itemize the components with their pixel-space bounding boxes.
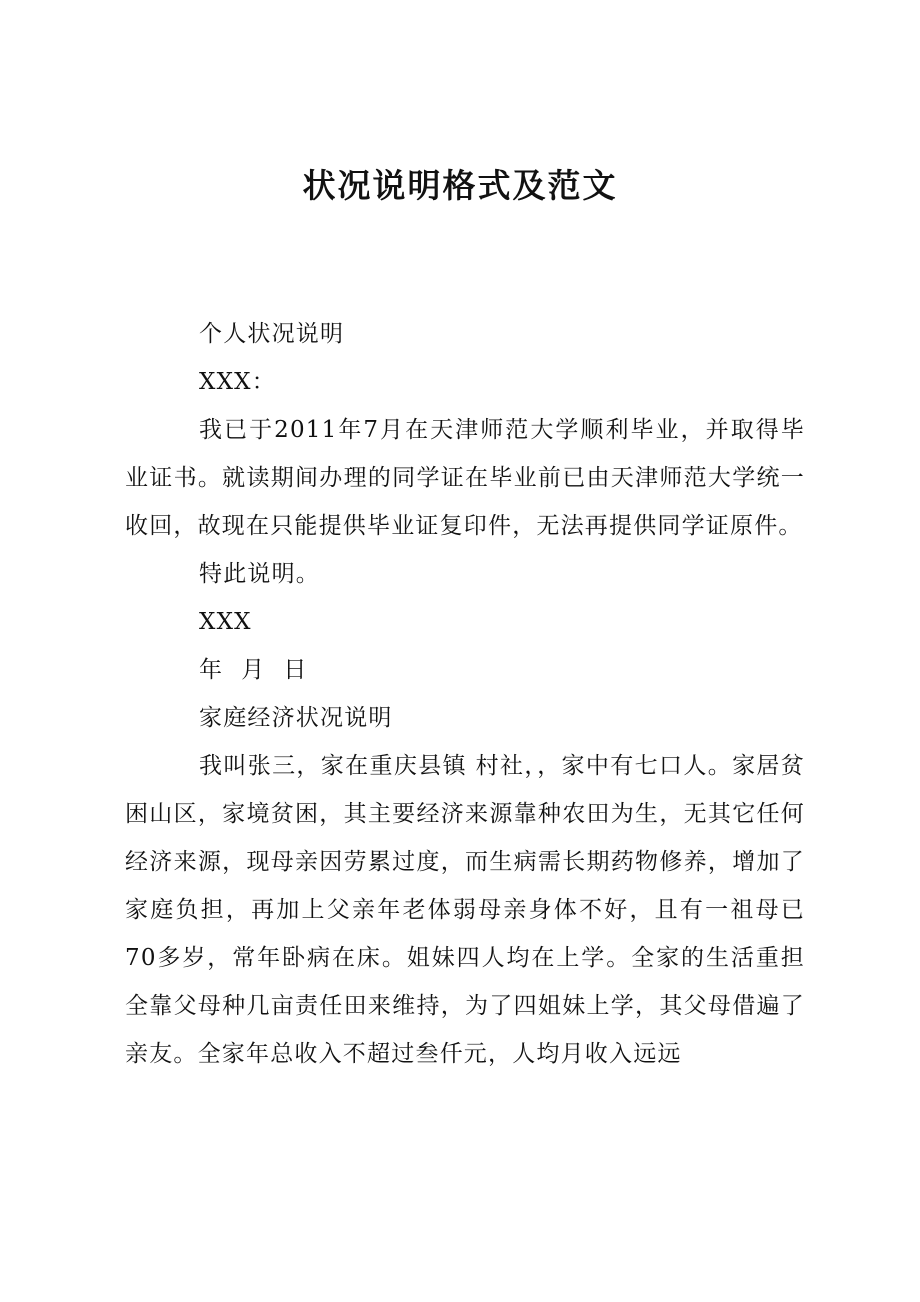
- closing-line: 特此说明。: [199, 561, 320, 587]
- date-day: 日: [283, 657, 308, 683]
- family-situation-paragraph: 我叫张三，家在重庆县镇 村社，，家中有七口人。家居贫困山区，家境贫困，其主要经济来源靠种农田为生，无其它任何经济来源，现母亲因劳累过度，而生病需长期药物修养，增加了家庭负担，再加上父亲年老体弱母亲身体不好，且有一祖母已70多岁，常年卧病在床。姐妹四人均在上学。全家的生活重担全靠父母种几亩责任田来维持，为了四姐妹上学，其父母借遍了亲友。全家年总收入不超过叁仟元，人均月收入远远: [125, 753, 805, 1067]
- section-heading-personal: 个人状况说明: [199, 321, 345, 347]
- document-title: 状况说明格式及范文: [302, 166, 618, 205]
- salutation: XXX：: [199, 369, 276, 395]
- signature: XXX: [199, 609, 252, 635]
- date-line: [125, 646, 805, 694]
- section-heading-family: 家庭经济状况说明: [199, 705, 393, 731]
- date-month: 月: [241, 657, 266, 683]
- document-body: [125, 310, 805, 1078]
- date-year: 年: [199, 657, 224, 683]
- personal-statement-paragraph: 我已于2011年7月在天津师范大学顺利毕业，并取得毕业证书。就读期间办理的同学证在毕业前已由天津师范大学统一收回，故现在只能提供毕业证复印件，无法再提供同学证原件。: [125, 417, 805, 539]
